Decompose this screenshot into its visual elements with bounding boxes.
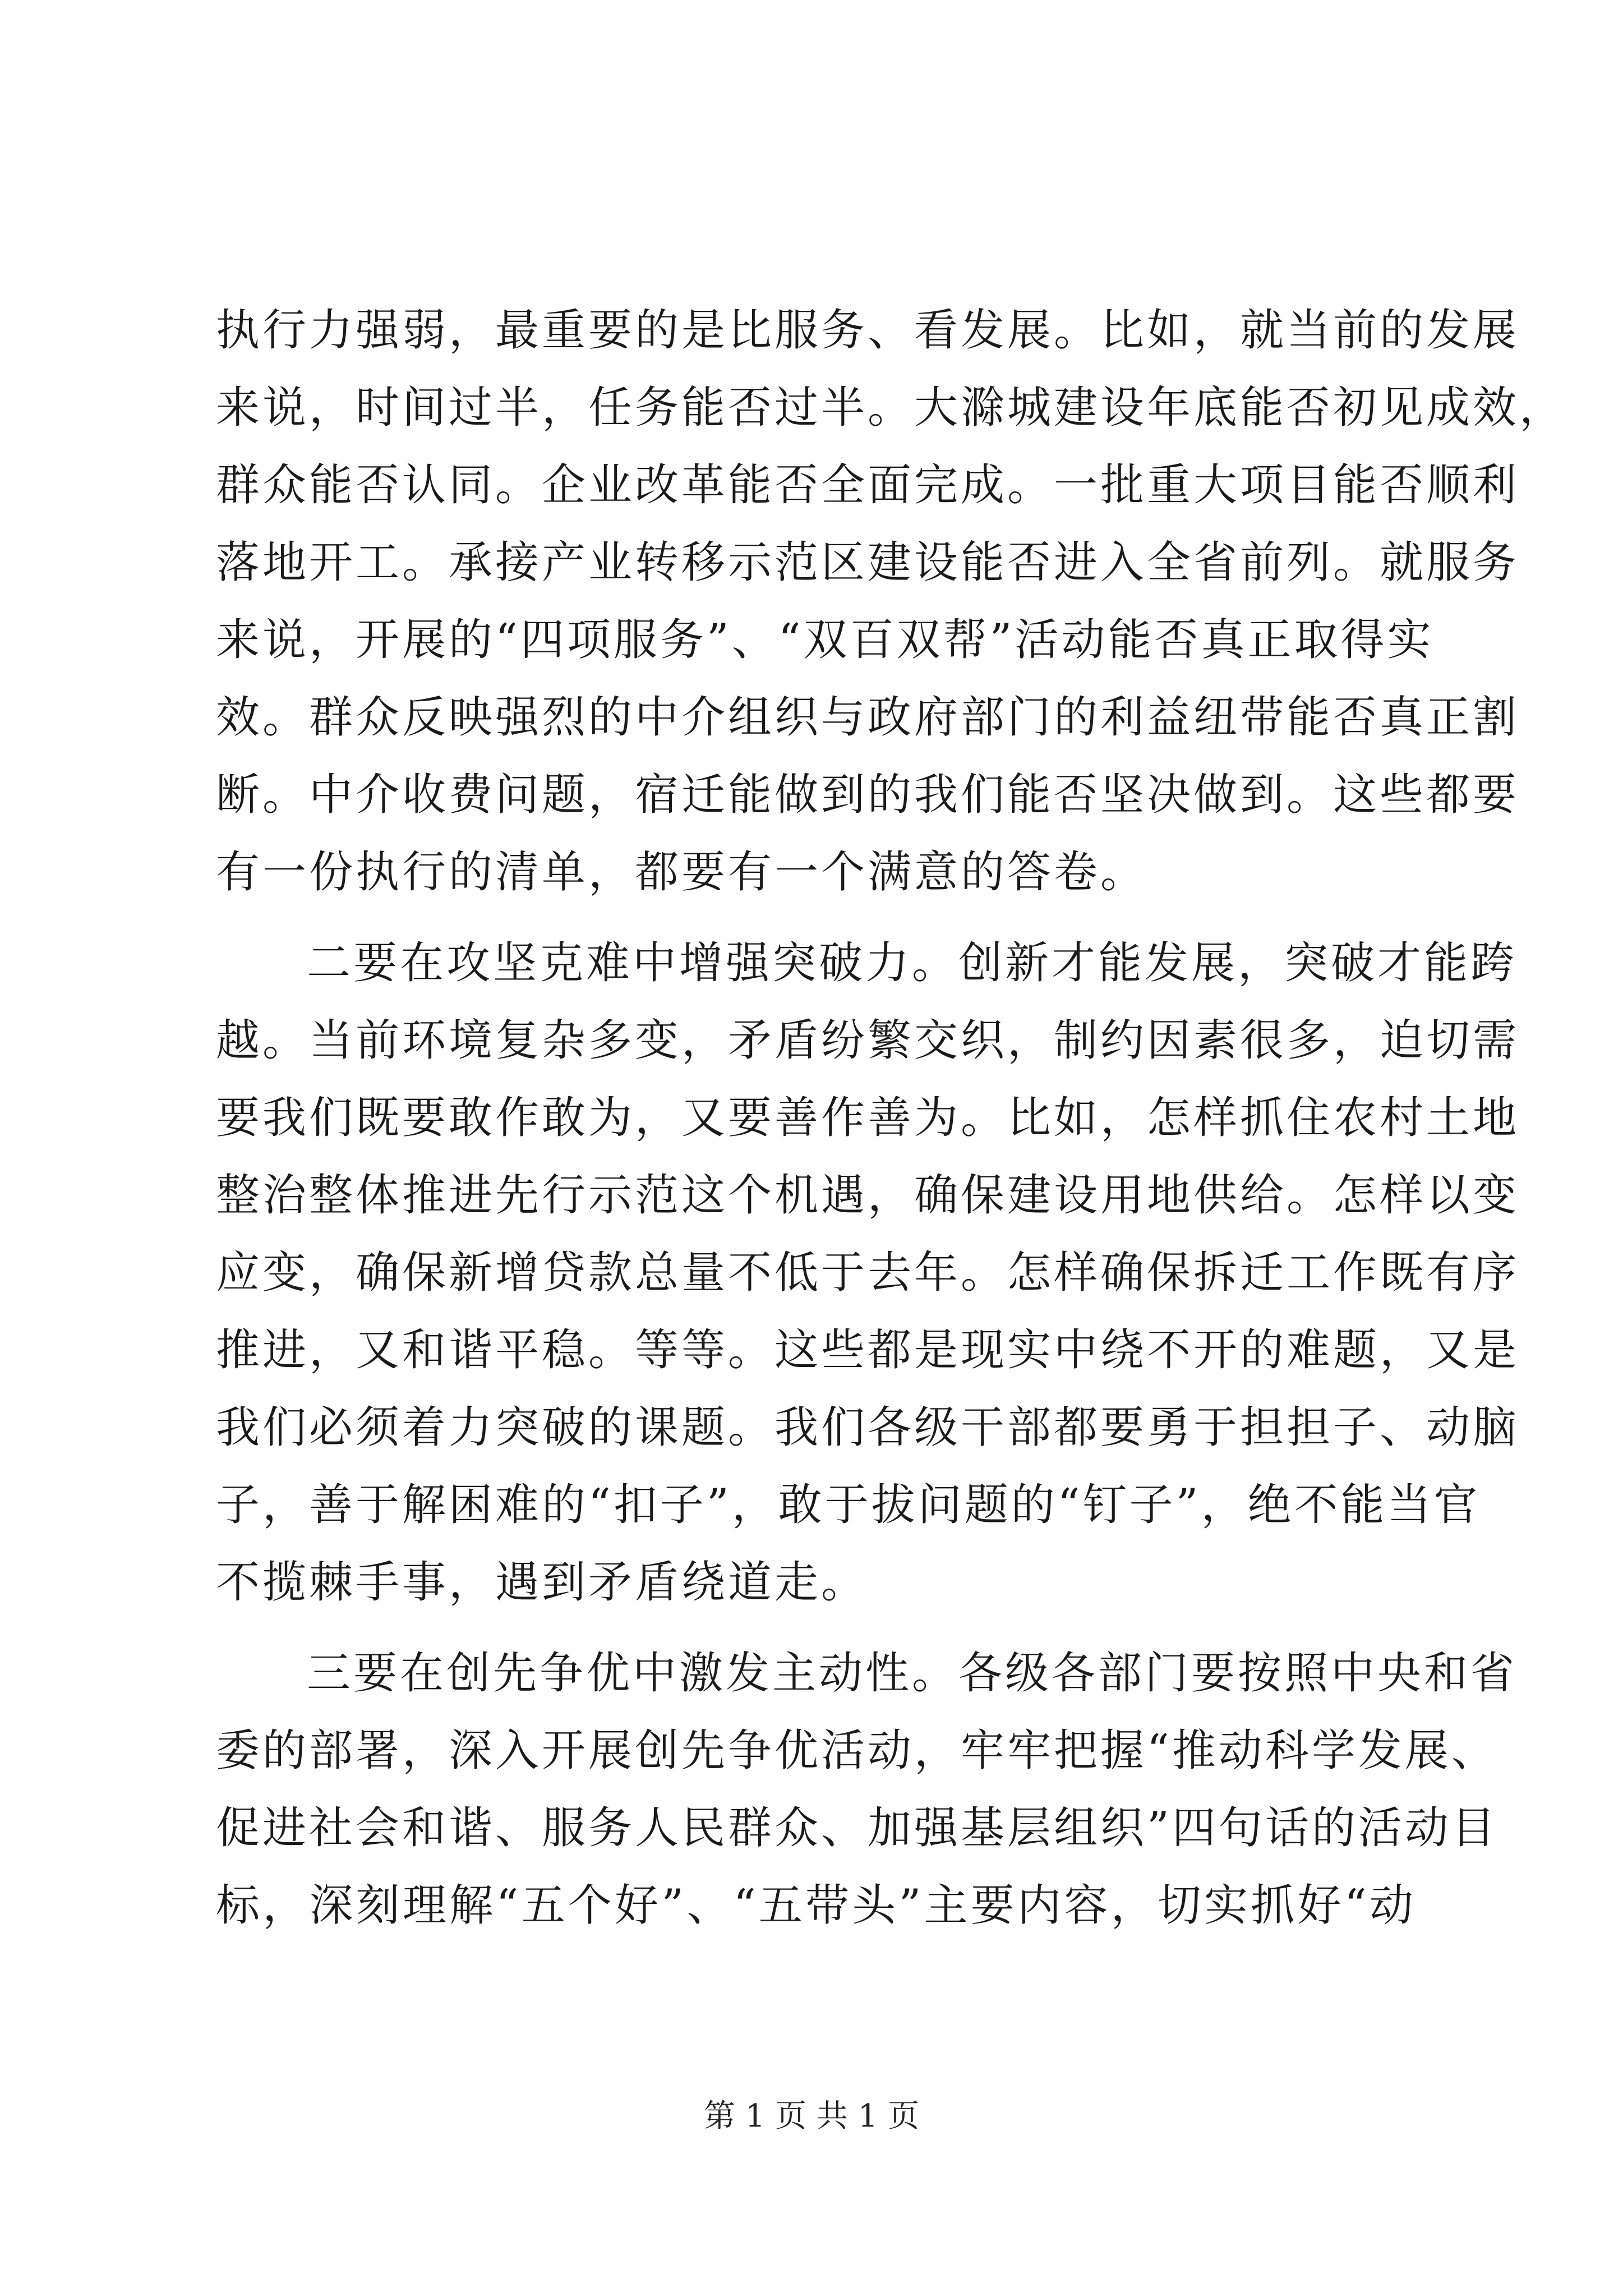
paragraph-1 xyxy=(216,292,1566,911)
text-line: 促进社会和谐、服务人民群众、加强基层组织”四句话的活动目 xyxy=(216,1803,1498,1853)
text-line: 整治整体推进先行示范这个机遇，确保建设用地供给。怎样以变 xyxy=(216,1170,1520,1221)
text-line: 子，善于解困难的“扣子”，敢于拔问题的“钉子”，绝不能当官 xyxy=(216,1480,1481,1530)
page-number-label: 第 1 页 共 1 页 xyxy=(703,2098,920,2134)
document-body xyxy=(216,292,1566,1944)
text-line: 委的部署，深入开展创先争优活动，牢牢把握“推动科学发展、 xyxy=(216,1726,1498,1776)
paragraph-spacer xyxy=(216,911,1416,924)
text-line: 标，深刻理解“五个好”、“五带头”主要内容，切实抓好“动 xyxy=(216,1880,1416,1931)
text-line: 应变，确保新增贷款总量不低于去年。怎样确保拆迁工作既有序 xyxy=(216,1248,1520,1298)
text-line: 执行力强弱，最重要的是比服务、看发展。比如，就当前的发展 xyxy=(216,305,1520,356)
text-line: 不揽棘手事，遇到矛盾绕道走。 xyxy=(216,1557,868,1608)
text-line: 二要在攻坚克难中增强突破力。创新才能发展，突破才能跨 xyxy=(307,938,1518,988)
text-line: 推进，又和谐平稳。等等。这些都是现实中绕不开的难题，又是 xyxy=(216,1325,1520,1375)
text-line: 断。中介收费问题，宿迁能做到的我们能否坚决做到。这些都要 xyxy=(216,770,1520,820)
text-line: 我们必须着力突破的课题。我们各级干部都要勇于担担子、动脑 xyxy=(216,1402,1520,1453)
page-footer xyxy=(0,2097,1623,2136)
text-line: 来说，时间过半，任务能否过半。大滁城建设年底能否初见成效， xyxy=(216,383,1566,433)
text-line: 三要在创先争优中激发主动性。各级各部门要按照中央和省 xyxy=(307,1648,1518,1699)
text-line: 群众能否认同。企业改革能否全面完成。一批重大项目能否顺利 xyxy=(216,460,1520,510)
text-line: 效。群众反映强烈的中介组织与政府部门的利益纽带能否真正割 xyxy=(216,692,1520,743)
text-line: 越。当前环境复杂多变，矛盾纷繁交织，制约因素很多，迫切需 xyxy=(216,1015,1520,1066)
paragraph-spacer xyxy=(216,1621,1416,1635)
text-line: 有一份执行的清单，都要有一个满意的答卷。 xyxy=(216,847,1147,898)
text-line: 要我们既要敢作敢为，又要善作善为。比如，怎样抓住农村土地 xyxy=(216,1093,1520,1143)
paragraph-2 xyxy=(216,924,1520,1621)
paragraph-3 xyxy=(216,1635,1518,1944)
text-line: 落地开工。承接产业转移示范区建设能否进入全省前列。就服务 xyxy=(216,537,1520,588)
text-line: 来说，开展的“四项服务”、“双百双帮”活动能否真正取得实 xyxy=(216,615,1434,665)
